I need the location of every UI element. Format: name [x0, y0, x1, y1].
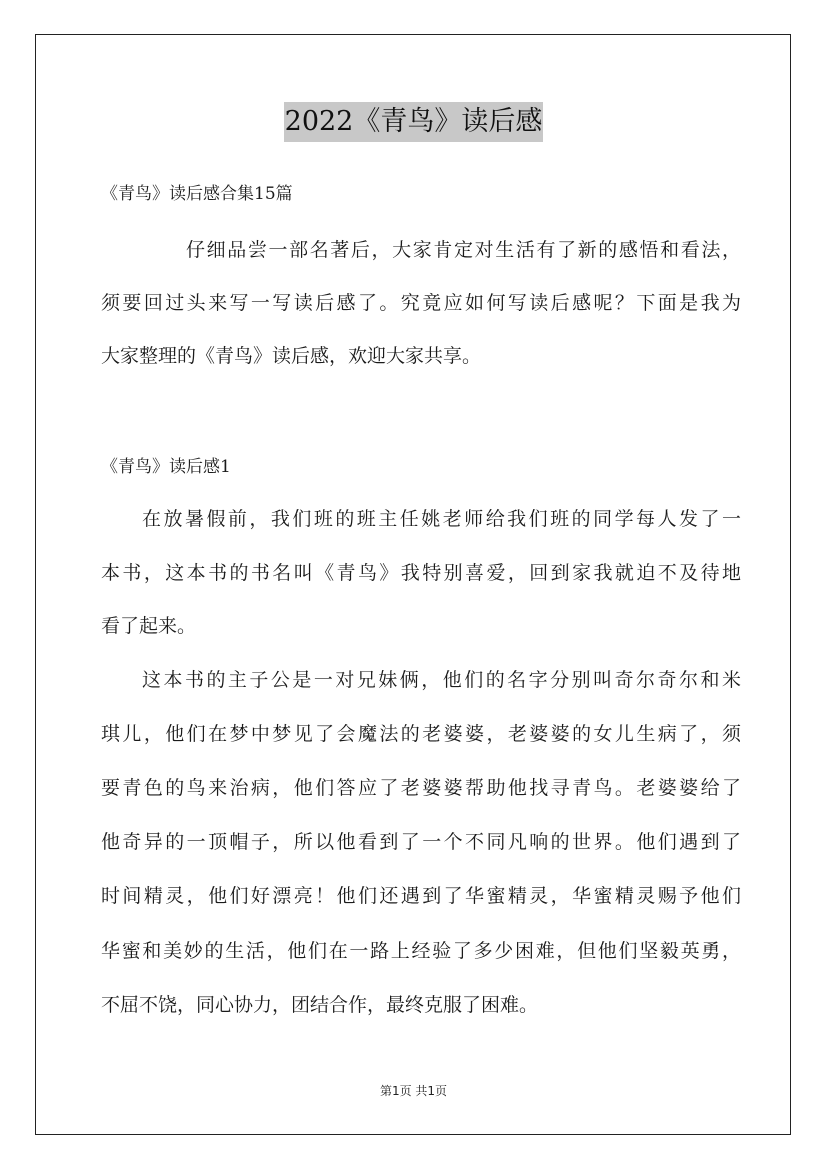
document-subtitle: 《青鸟》读后感合集15篇 — [101, 184, 293, 204]
section-heading: 《青鸟》读后感1 — [101, 457, 231, 477]
document-title: 2022《青鸟》读后感 — [284, 102, 544, 142]
paragraph-line: 琪儿，他们在梦中梦见了会魔法的老婆婆，老婆婆的女儿生病了，须 — [101, 723, 741, 745]
intro-line: 大家整理的《青鸟》读后感，欢迎大家共享。 — [101, 345, 482, 367]
paragraph-line: 不屈不饶，同心协力，团结合作，最终克服了困难。 — [101, 994, 539, 1016]
title-container — [0, 102, 827, 142]
paragraph-line: 这本书的主子公是一对兄妹俩，他们的名字分别叫奇尔奇尔和米 — [142, 669, 741, 691]
paragraph-line: 时间精灵，他们好漂亮！他们还遇到了华蜜精灵，华蜜精灵赐予他们 — [101, 885, 741, 907]
intro-line: 仔细品尝一部名著后，大家肯定对生活有了新的感悟和看法， — [186, 239, 741, 261]
paragraph-line: 在放暑假前，我们班的班主任姚老师给我们班的同学每人发了一 — [142, 508, 741, 530]
paragraph-line: 要青色的鸟来治病，他们答应了老婆婆帮助他找寻青鸟。老婆婆给了 — [101, 777, 741, 799]
paragraph-line: 华蜜和美妙的生活，他们在一路上经验了多少困难，但他们坚毅英勇， — [101, 940, 741, 962]
paragraph-line: 本书，这本书的书名叫《青鸟》我特别喜爱，回到家我就迫不及待地 — [101, 562, 741, 584]
intro-line: 须要回过头来写一写读后感了。究竟应如何写读后感呢？下面是我为 — [101, 292, 741, 314]
paragraph-line: 看了起来。 — [101, 615, 197, 637]
paragraph-line: 他奇异的一顶帽子，所以他看到了一个不同凡响的世界。他们遇到了 — [101, 831, 741, 853]
page-number-footer: 第1页 共1页 — [379, 1084, 448, 1098]
